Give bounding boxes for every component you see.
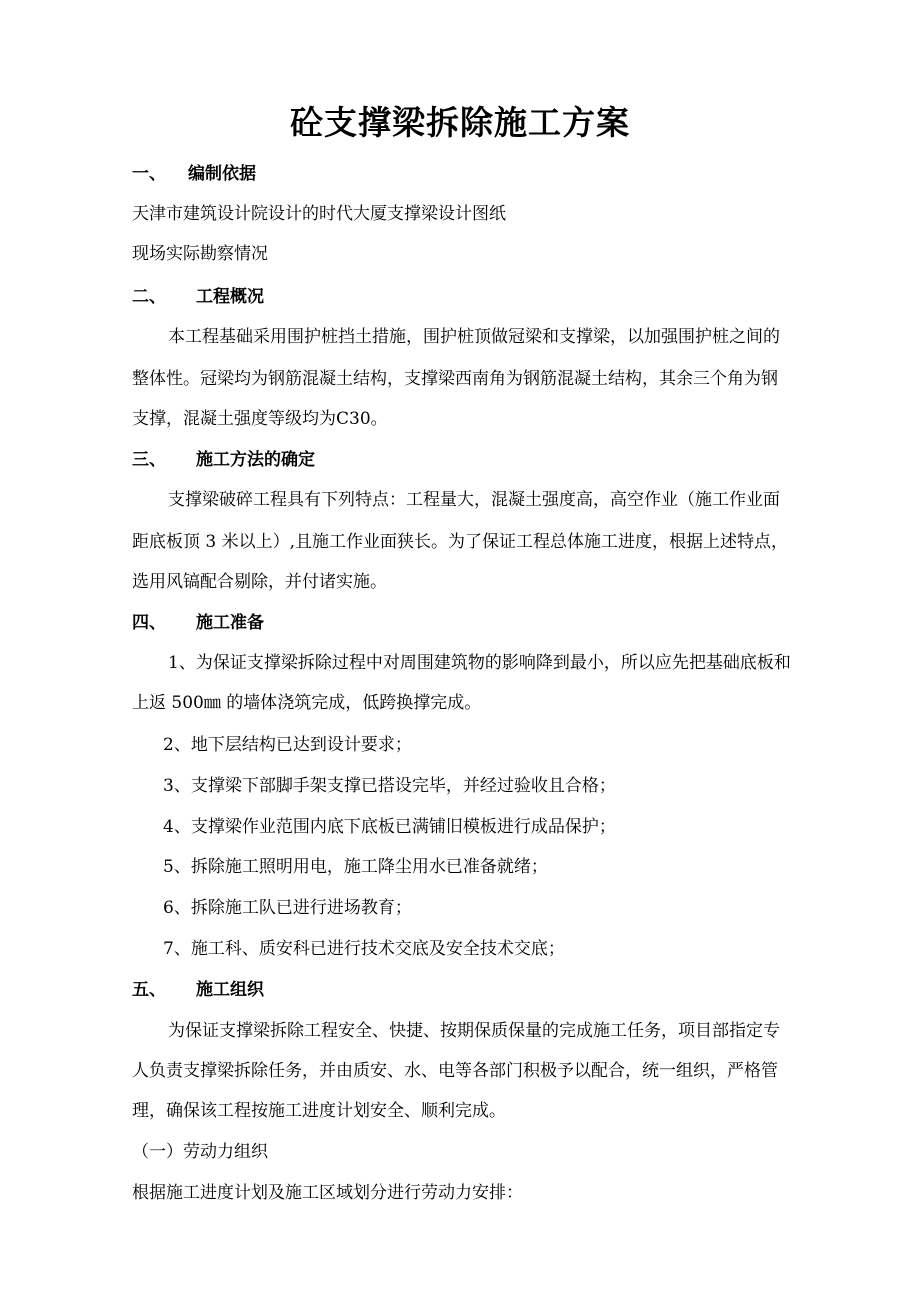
section-title: 编制依据: [188, 164, 256, 184]
paragraph-line: 选用风镐配合剔除，并付诸实施。: [132, 572, 387, 592]
paragraph-line: 整体性。冠梁均为钢筋混凝土结构，支撑梁西南角为钢筋混凝土结构，其余三个角为钢: [132, 369, 778, 389]
section-heading-4: [132, 609, 264, 637]
section-number: 五、: [132, 980, 166, 1000]
section-title: 施工组织: [196, 980, 264, 1000]
section-heading-2: [132, 283, 264, 311]
paragraph-line: 支撑梁破碎工程具有下列特点：工程量大，混凝土强度高，高空作业（施工作业面: [168, 490, 780, 510]
list-item: 3、支撑梁下部脚手架支撑已搭设完毕，并经过验收且合格；: [163, 776, 616, 796]
paragraph-line: 本工程基础采用围护桩挡土措施，围护桩顶做冠梁和支撑梁，以加强围护桩之间的: [168, 327, 780, 347]
section-heading-3: [132, 446, 315, 474]
paragraph-line: 现场实际勘察情况: [132, 244, 268, 264]
paragraph-line: 理，确保该工程按施工进度计划安全、顺利完成。: [132, 1101, 506, 1121]
paragraph-line: 上返 500㎜ 的墙体浇筑完成，低跨换撑完成。: [132, 693, 482, 713]
paragraph-line: 为保证支撑梁拆除工程安全、快捷、按期保质保量的完成施工任务，项目部指定专: [168, 1021, 780, 1041]
paragraph-line: 人负责支撑梁拆除任务，并由质安、水、电等各部门积极予以配合，统一组织，严格管: [132, 1061, 778, 1081]
section-title: 施工准备: [196, 613, 264, 633]
section-number: 二、: [132, 287, 166, 307]
paragraph-line: 天津市建筑设计院设计的时代大厦支撑梁设计图纸: [132, 204, 506, 224]
section-number: 四、: [132, 613, 166, 633]
list-item: 2、地下层结构已达到设计要求；: [163, 735, 412, 755]
list-item: 5、拆除施工照明用电，施工降尘用水已准备就绪；: [163, 857, 548, 877]
paragraph-line: 距底板顶 3 米以上）,且施工作业面狭长。为了保证工程总体施工进度，根据上述特点，: [132, 532, 789, 552]
section-title: 工程概况: [196, 287, 264, 307]
section-heading-5: [132, 976, 264, 1004]
list-item: 4、支撑梁作业范围内底下底板已满铺旧模板进行成品保护；: [163, 817, 616, 837]
list-item: 1、为保证支撑梁拆除过程中对周围建筑物的影响降到最小，所以应先把基础底板和: [168, 653, 791, 673]
section-heading-1: [132, 160, 256, 188]
list-item: 6、拆除施工队已进行进场教育；: [163, 898, 412, 918]
section-number: 三、: [132, 450, 166, 470]
subsection-title: （一）劳动力组织: [132, 1142, 268, 1162]
paragraph-line: 根据施工进度计划及施工区域划分进行劳动力安排：: [132, 1183, 523, 1203]
paragraph-line: 支撑，混凝土强度等级均为C30。: [132, 409, 388, 429]
section-number: 一、: [132, 164, 166, 184]
list-item: 7、施工科、质安科已进行技术交底及安全技术交底；: [163, 939, 565, 959]
page-title: 砼支撑梁拆除施工方案: [290, 103, 630, 142]
section-title: 施工方法的确定: [196, 450, 315, 470]
